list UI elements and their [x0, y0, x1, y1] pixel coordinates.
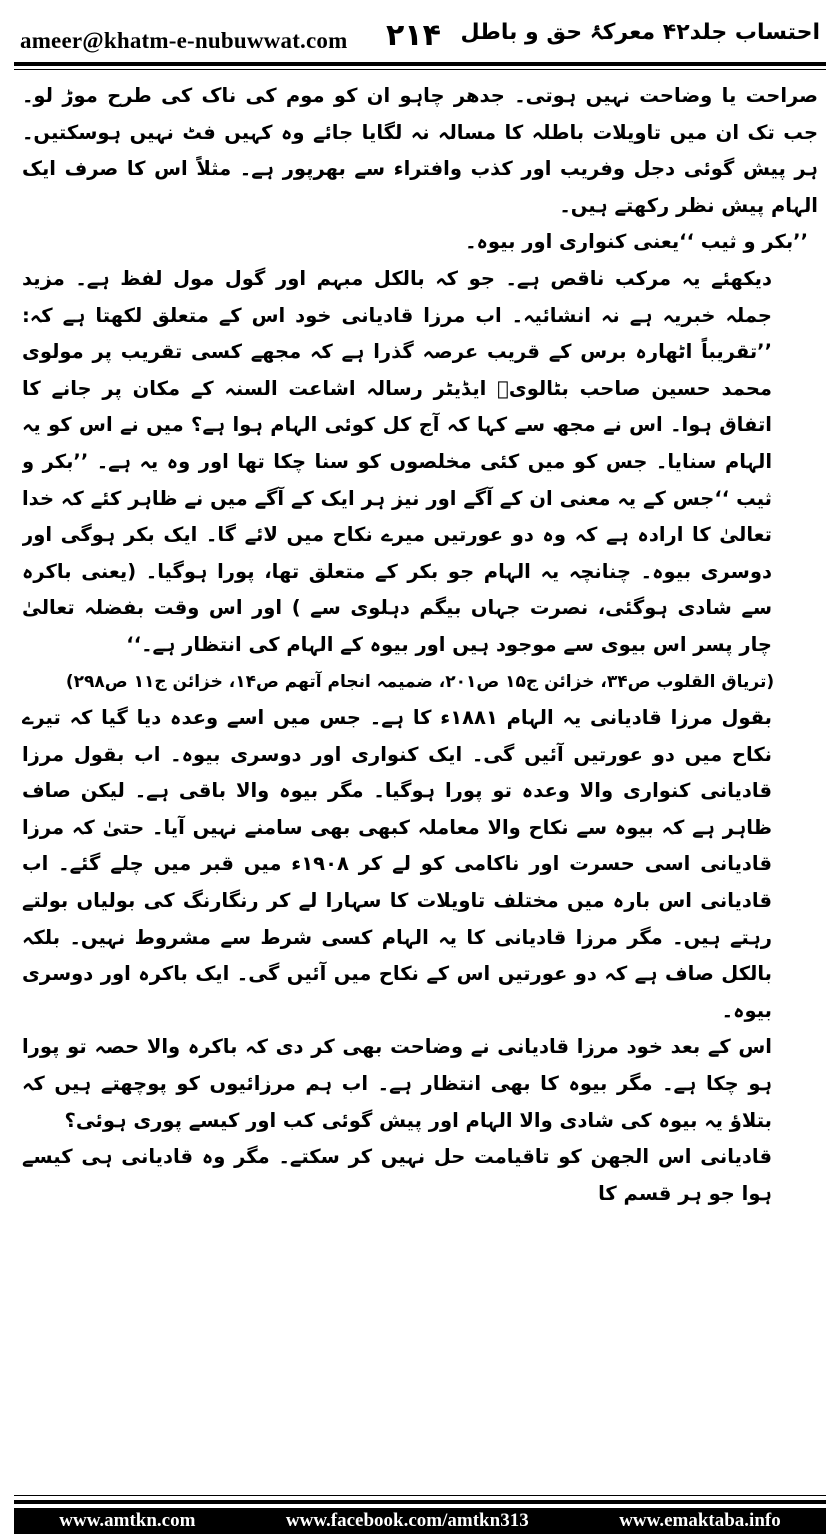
footer-link-amtkn[interactable]: www.amtkn.com: [59, 1510, 196, 1531]
footer-rule-thick: [14, 1500, 826, 1504]
paragraph-5: قادیانی اس الجھن کو تاقیامت حل نہیں کر سکتے۔ مگر وہ قادیانی ہی کیسے ہوا جو ہر قسم کا: [22, 1145, 772, 1205]
body-text: [22, 78, 818, 1478]
footer-link-emaktaba[interactable]: www.emaktaba.info: [619, 1510, 781, 1531]
footer-rule-thin: [14, 1495, 826, 1496]
footer-link-facebook[interactable]: www.facebook.com/amtkn313: [285, 1510, 529, 1531]
quoted-ilham: ’’بکر و ثیب ‘‘یعنی کنواری اور بیوہ۔: [465, 230, 808, 254]
header-rule-thick: [14, 62, 826, 66]
paragraph-3: بقول مرزا قادیانی یہ الہام ۱۸۸۱ء کا ہے۔ جس میں اسے وعدہ دیا گیا کہ تیرے نکاح میں دو عورتیں آئیں گی۔ ایک کنواری اور دوسری بیوہ۔ اب بقول مرزا قادیانی کنواری والا وعدہ تو پورا ہوگیا۔ مگر بیوہ والا باقی ہے۔ لیکن صاف ظاہر ہے کہ بیوہ سے نکاح والا معاملہ کبھی بھی سامنے نہیں آیا۔ حتیٰ کہ مرزا قادیانی اسی حسرت اور ناکامی کو لے کر ۱۹۰۸ء میں قبر میں چلے گئے۔ اب قادیانی اس بارہ میں مختلف تاویلات کا سہارا لے کر رنگارنگ کی بولیاں بولتے رہتے ہیں۔ مگر مرزا قادیانی کا یہ الہام کسی شرط سے مشروط نہیں۔ بلکہ بالکل صاف ہے کہ دو عورتیں اس کے نکاح میں آئیں گی۔ ایک باکرہ اور دوسری بیوہ۔: [22, 706, 772, 1022]
footer-links-bar: [14, 1508, 826, 1534]
page-number: ۲۱۴: [386, 18, 441, 53]
book-title: احتساب جلد۴۲ معرکۂ حق و باطل: [460, 20, 820, 45]
header-rule-thin: [14, 69, 826, 70]
citation-reference: (تریاق القلوب ص۳۴، خزائن ج۱۵ ص۲۰۱، ضمیمہ انجام آتھم ص۱۴، خزائن ج۱۱ ص۲۹۸): [65, 671, 775, 692]
page-header: [14, 14, 826, 58]
paragraph-4: اس کے بعد خود مرزا قادیانی نے وضاحت بھی کر دی کہ باکرہ والا حصہ تو پورا ہو چکا ہے۔ مگر بیوہ کا بھی انتظار ہے۔ اب ہم مرزائیوں کو پوچھتے ہیں کہ بتلاؤ یہ بیوہ کی شادی والا الہام اور پیش گوئی کب اور کیسے پوری ہوئی؟: [22, 1035, 772, 1132]
header-email: ameer@khatm-e-nubuwwat.com: [20, 28, 348, 53]
paragraph-1: صراحت یا وضاحت نہیں ہوتی۔ جدھر چاہو ان کو موم کی ناک کی طرح موڑ لو۔ جب تک ان میں تاویلات باطلہ کا مسالہ نہ لگایا جائے وہ کہیں فٹ نہیں ہوسکتیں۔ ہر پیش گوئی دجل وفریب اور کذب وافتراء سے بھرپور ہے۔ مثلاً اس کا صرف ایک الہام پیش نظر رکھتے ہیں۔: [22, 84, 818, 217]
paragraph-2: دیکھئے یہ مرکب ناقص ہے۔ جو کہ بالکل مبہم اور گول مول لفظ ہے۔ مزید جملہ خبریہ ہے نہ انشائیہ۔ اب مرزا قادیانی خود اس کے متعلق لکھتا ہے کہ: ’’تقریباً اٹھارہ برس کے قریب عرصہ گذرا ہے کہ مجھے کسی تقریب پر مولوی محمد حسین صاحب بٹالویؒ ایڈیٹر رسالہ اشاعت السنہ کے مکان پر جانے کا اتفاق ہوا۔ اس نے مجھ سے کہا کہ آج کل کوئی الہام ہوا ہے؟ میں نے اس کو یہ الہام سنایا۔ جس کو میں کئی مخلصوں کو سنا چکا تھا اور وہ یہ ہے۔ ’’بکر و ثیب ‘‘جس کے یہ معنی ان کے آگے اور نیز ہر ایک کے آگے میں نے ظاہر کئے کہ خدا تعالیٰ کا ارادہ ہے کہ وہ دو عورتیں میرے نکاح میں لائے گا۔ ایک بکر ہوگی اور دوسری بیوہ۔ چنانچہ یہ الہام جو بکر کے متعلق تھا، پورا ہوگیا۔ (یعنی باکرہ سے شادی ہوگئی، نصرت جہاں بیگم دہلوی سے ) اور اس وقت بفضلہ تعالیٰ چار پسر اس بیوی سے موجود ہیں اور بیوہ کے الہام کی انتظار ہے۔‘‘: [22, 266, 772, 656]
